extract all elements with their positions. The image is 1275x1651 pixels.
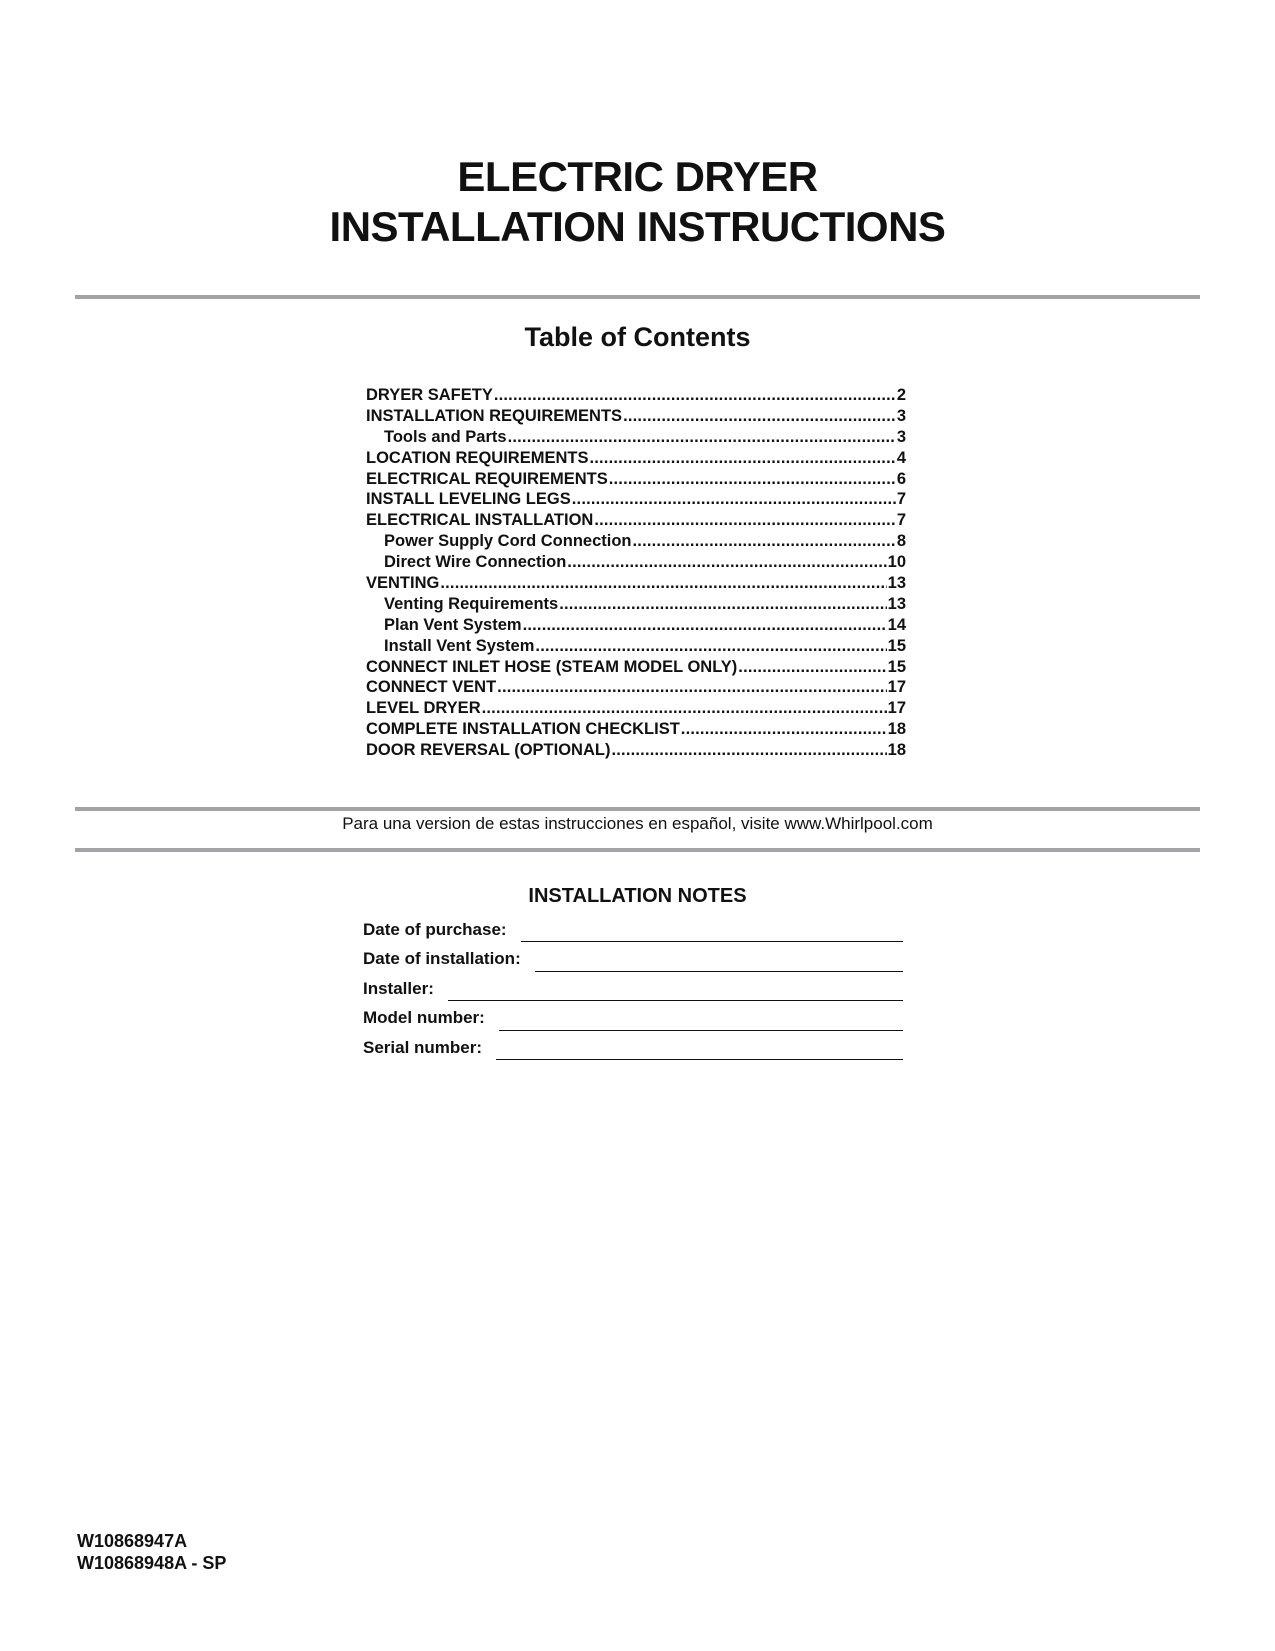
toc-leader xyxy=(611,740,886,761)
toc-page-number: 10 xyxy=(887,553,906,572)
toc-page-number: 14 xyxy=(887,615,906,634)
toc-subentry[interactable]: Venting Requirements ..... 13 xyxy=(366,594,906,615)
toc-subentry[interactable]: Install Vent System ..... 15 xyxy=(366,636,906,657)
document-footer xyxy=(77,1530,226,1574)
toc-page-number: 18 xyxy=(887,720,906,739)
date-of-installation-field[interactable] xyxy=(535,955,903,972)
note-date-of-purchase: Date of purchase: xyxy=(363,920,903,949)
note-serial-number: Serial number: xyxy=(363,1038,903,1067)
part-number-spanish: W10868948A - SP xyxy=(77,1553,227,1573)
toc-leader xyxy=(497,677,886,698)
installation-notes-form xyxy=(363,920,903,1067)
toc-leader xyxy=(633,531,896,552)
toc-leader xyxy=(738,657,886,678)
toc-page-number: 15 xyxy=(887,657,906,676)
toc-leader xyxy=(681,719,887,740)
toc-leader xyxy=(567,552,886,573)
toc-page-number: 17 xyxy=(887,699,906,718)
toc-page-number: 3 xyxy=(896,406,906,425)
toc-page-number: 18 xyxy=(887,741,906,760)
toc-subentry[interactable]: Tools and Parts ..... 3 xyxy=(366,427,906,448)
toc-page-number: 13 xyxy=(887,574,906,593)
divider-top xyxy=(75,295,1200,299)
toc-leader xyxy=(482,698,887,719)
toc-leader xyxy=(559,594,886,615)
title-line-2: INSTALLATION INSTRUCTIONS xyxy=(329,203,946,250)
toc-leader xyxy=(589,448,895,469)
toc-entry[interactable]: VENTING ..... 13 xyxy=(366,573,906,594)
toc-entry[interactable]: LOCATION REQUIREMENTS ..... 4 xyxy=(366,448,906,469)
toc-page-number: 2 xyxy=(896,386,906,404)
divider-spanish-top xyxy=(75,807,1200,811)
note-installer: Installer: xyxy=(363,979,903,1008)
toc-page-number: 7 xyxy=(896,511,906,530)
toc-leader xyxy=(508,427,896,448)
toc-page-number: 6 xyxy=(896,469,906,488)
toc-entry[interactable]: ELECTRICAL INSTALLATION ..... 7 xyxy=(366,510,906,531)
toc-entry[interactable]: INSTALL LEVELING LEGS ..... 7 xyxy=(366,489,906,510)
note-model-number: Model number: xyxy=(363,1008,903,1037)
spanish-version-note: Para una version de estas instrucciones en español, visite www.Whirlpool.com xyxy=(342,814,933,833)
toc-entry[interactable]: INSTALLATION REQUIREMENTS ..... 3 xyxy=(366,406,906,427)
toc-leader xyxy=(440,573,886,594)
toc-page-number: 15 xyxy=(887,636,906,655)
installation-notes-heading: INSTALLATION NOTES xyxy=(528,885,747,907)
toc-page-number: 7 xyxy=(896,490,906,509)
table-of-contents xyxy=(366,385,906,761)
toc-page-number: 8 xyxy=(896,532,906,551)
toc-page-number: 4 xyxy=(896,448,906,467)
toc-leader xyxy=(535,636,886,657)
toc-entry[interactable]: ELECTRICAL REQUIREMENTS ..... 6 xyxy=(366,469,906,490)
part-number: W10868947A xyxy=(77,1531,188,1551)
divider-spanish-bottom xyxy=(75,848,1200,852)
toc-entry[interactable]: CONNECT INLET HOSE (STEAM MODEL ONLY) ..... 15 xyxy=(366,657,906,678)
date-of-purchase-field[interactable] xyxy=(521,925,903,942)
toc-page-number: 17 xyxy=(887,678,906,697)
toc-leader xyxy=(623,406,896,427)
toc-entry[interactable]: LEVEL DRYER ..... 17 xyxy=(366,698,906,719)
toc-leader xyxy=(572,489,896,510)
toc-page-number: 3 xyxy=(896,427,906,446)
installer-field[interactable] xyxy=(448,984,903,1001)
toc-leader xyxy=(609,469,896,490)
document-title xyxy=(0,152,1275,252)
toc-subentry[interactable]: Direct Wire Connection ..... 10 xyxy=(366,552,906,573)
toc-page-number: 13 xyxy=(887,594,906,613)
toc-leader xyxy=(494,385,896,406)
toc-entry[interactable]: COMPLETE INSTALLATION CHECKLIST ..... 18 xyxy=(366,719,906,740)
toc-entry[interactable]: DOOR REVERSAL (OPTIONAL) ..... 18 xyxy=(366,740,906,761)
toc-subentry[interactable]: Plan Vent System ..... 14 xyxy=(366,615,906,636)
model-number-field[interactable] xyxy=(499,1014,903,1031)
serial-number-field[interactable] xyxy=(496,1043,903,1060)
toc-leader xyxy=(523,615,887,636)
toc-entry[interactable]: DRYER SAFETY ..... 2 xyxy=(366,385,906,406)
toc-leader xyxy=(594,510,895,531)
note-date-of-installation: Date of installation: xyxy=(363,949,903,978)
toc-heading: Table of Contents xyxy=(524,322,751,352)
toc-subentry[interactable]: Power Supply Cord Connection ..... 8 xyxy=(366,531,906,552)
title-line-1: ELECTRIC DRYER xyxy=(457,153,818,200)
toc-entry[interactable]: CONNECT VENT ..... 17 xyxy=(366,677,906,698)
